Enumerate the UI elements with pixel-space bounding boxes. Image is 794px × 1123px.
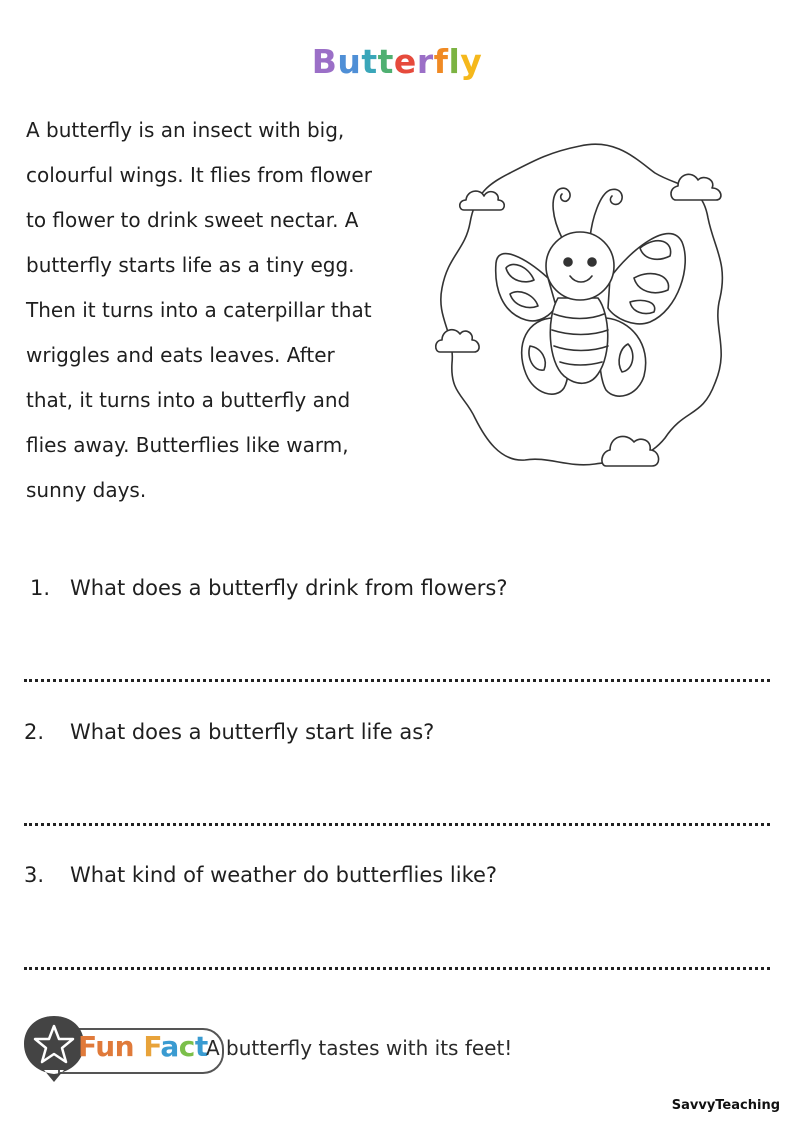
cloud-icon (460, 191, 505, 210)
wing (608, 234, 685, 324)
fun-fact-letter: a (160, 1030, 179, 1063)
reading-passage (26, 108, 426, 513)
title-letter: B (311, 42, 338, 81)
question-number: 2. (24, 720, 45, 744)
title-letter: e (393, 42, 417, 81)
question-number: 3. (24, 863, 45, 887)
fun-fact-label (78, 1027, 208, 1067)
star-icon (22, 1014, 86, 1084)
passage-line: to flower to drink sweet nectar. A (26, 208, 359, 232)
fun-fact-letter: F (143, 1030, 161, 1063)
question-2 (24, 717, 764, 747)
fun-fact-letter: F (78, 1030, 96, 1063)
answer-line-1[interactable] (24, 679, 770, 682)
title-letter: y (460, 42, 483, 81)
passage-line: colourful wings. It flies from flower (26, 163, 372, 187)
passage-line: butterfly starts life as a tiny egg. (26, 253, 355, 277)
title-letter: t (377, 42, 394, 81)
question-text: What does a butterfly start life as? (70, 720, 435, 744)
butterfly-illustration (430, 138, 730, 474)
cloud-icon (436, 330, 479, 352)
butterfly-body (550, 298, 607, 383)
title-letter: u (337, 42, 362, 81)
question-1 (24, 573, 764, 603)
fun-fact-letter: c (178, 1030, 195, 1063)
passage-line: A butterfly is an insect with big, (26, 118, 345, 142)
question-3 (24, 860, 764, 890)
page-title (0, 40, 794, 84)
question-text: What does a butterfly drink from flowers? (70, 576, 508, 600)
passage-line: wriggles and eats leaves. After (26, 343, 335, 367)
title-letter: l (448, 42, 461, 81)
passage-line: Then it turns into a caterpillar that (26, 298, 372, 322)
fun-fact-text: A butterfly tastes with its feet! (206, 1036, 513, 1060)
fun-fact-letter: u (95, 1030, 115, 1063)
fun-fact-letter: n (114, 1030, 135, 1063)
fun-fact (22, 1014, 622, 1084)
passage-line: that, it turns into a butterfly and (26, 388, 351, 412)
title-letter: f (433, 42, 449, 81)
title-letter: r (416, 42, 434, 81)
question-text: What kind of weather do butterflies like? (70, 863, 498, 887)
brand-name: SavvyTeaching (671, 1098, 780, 1113)
butterfly-head (546, 232, 614, 300)
answer-line-2[interactable] (24, 823, 770, 826)
passage-line: flies away. Butterflies like warm, (26, 433, 349, 457)
fun-fact-letter: t (194, 1030, 208, 1063)
title-letter: t (361, 42, 378, 81)
question-number: 1. (30, 576, 51, 600)
answer-line-3[interactable] (24, 967, 770, 970)
cloud-icon (671, 174, 721, 200)
fun-fact-letter (134, 1030, 143, 1063)
cloud-icon (602, 436, 659, 466)
passage-line: sunny days. (26, 478, 147, 502)
